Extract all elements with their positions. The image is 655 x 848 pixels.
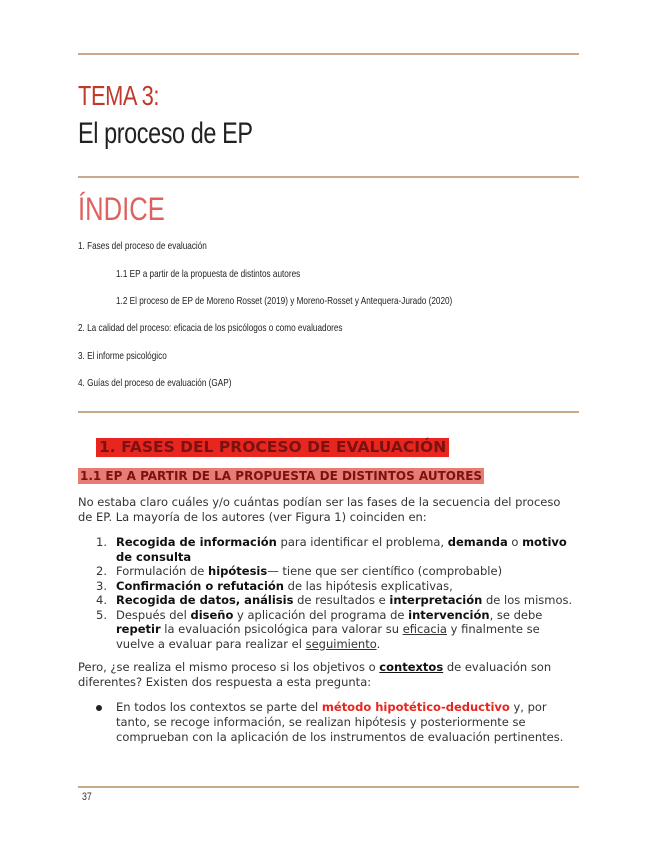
toc-item-3[interactable]: 3. El informe psicológico: [78, 350, 167, 362]
toc-item-1-1[interactable]: 1.1 EP a partir de la propuesta de distintos autores: [116, 268, 301, 280]
toc-item-1-2[interactable]: 1.2 El proceso de EP de Moreno Rosset (2019) y Moreno-Rosset y Antequera-Jurado (2020): [116, 295, 453, 307]
toc-item-4[interactable]: 4. Guías del proceso de evaluación (GAP): [78, 377, 232, 389]
section-heading: 1. FASES DEL PROCESO DE EVALUACIÓN: [96, 438, 449, 457]
intro-paragraph: No estaba claro cuáles y/o cuántas podían ser las fases de la secuencia del proceso de EP. La mayoría de los autores (ver Figura 1) coinciden en:: [78, 495, 561, 524]
question-paragraph: Pero, ¿se realiza el mismo proceso si los objetivos o contextos de evaluación son diferentes? Existen dos respuesta a esta pregunta:: [78, 660, 552, 689]
toc-item-1[interactable]: 1. Fases del proceso de evaluación: [78, 240, 207, 252]
bullet-dot-icon: [96, 705, 102, 711]
list-item: 2. Formulación de hipótesis— tiene que ser científico (comprobable): [96, 564, 503, 578]
list-item: 3. Confirmación o refutación de las hipótesis explicativas,: [96, 578, 453, 593]
divider-after-index: [78, 411, 579, 413]
subsection-heading: 1.1 EP A PARTIR DE LA PROPUESTA DE DISTINTOS AUTORES: [80, 469, 483, 483]
footer-divider: [78, 786, 579, 788]
divider-after-title: [78, 176, 579, 178]
bullet-item: En todos los contextos se parte del método hipotético-deductivo y, por tanto, se recoge información, se realizan hipótesis y posteriormente se comprueban con la aplicación de los instrumentos de evaluación pertinentes.: [78, 700, 578, 745]
page-number: 37: [82, 791, 92, 803]
phase-list: [78, 535, 578, 651]
topic-title: El proceso de EP: [78, 117, 253, 150]
list-item: 4. Recogida de datos, análisis de resultados e interpretación de los mismos.: [96, 593, 573, 607]
list-item: 5. Después del diseño y aplicación del programa de intervención, se debe repetir la evaluación psicológica para valorar su eficacia y finalmente se vuelve a evaluar para realizar el seguimiento.: [96, 607, 543, 651]
index-heading: ÍNDICE: [78, 191, 165, 227]
toc-item-2[interactable]: 2. La calidad del proceso: eficacia de los psicólogos o como evaluadores: [78, 322, 343, 334]
topic-label: TEMA 3:: [78, 80, 160, 111]
top-divider: [78, 53, 579, 55]
list-item: 1. Recogida de información para identificar el problema, demanda o motivo de consulta: [96, 535, 567, 564]
